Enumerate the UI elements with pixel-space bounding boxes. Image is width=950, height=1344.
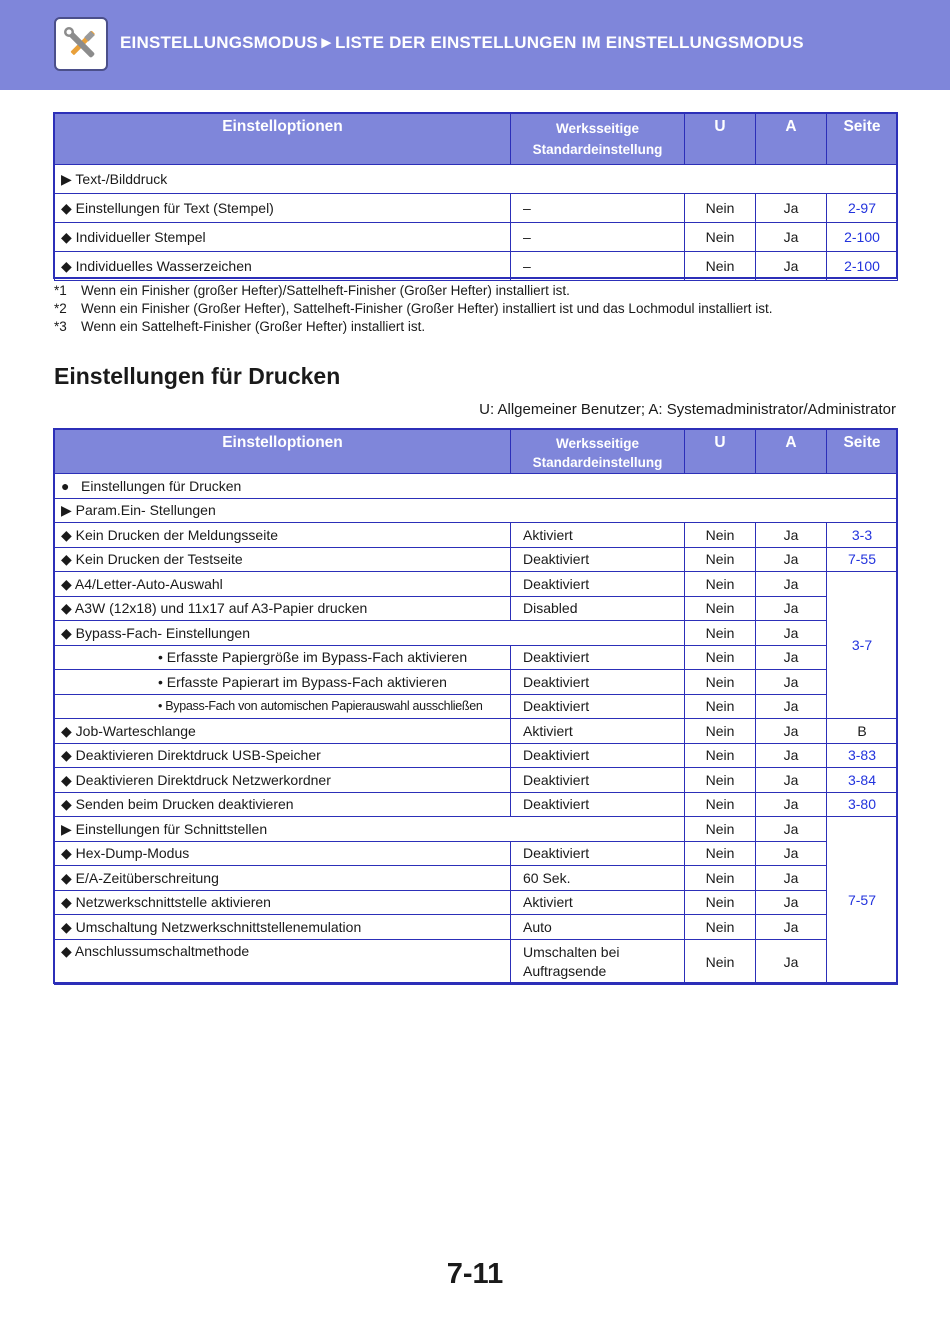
diamond-icon: ◆ bbox=[61, 551, 72, 568]
setting-label: Text-/Bilddruck bbox=[75, 171, 168, 187]
default-value: Auto bbox=[511, 915, 685, 940]
setting-label: Individueller Stempel bbox=[75, 229, 206, 245]
settings-table-1 bbox=[54, 113, 898, 281]
admin-access: Ja bbox=[756, 572, 827, 597]
default-value: Deaktiviert bbox=[511, 792, 685, 817]
footnote: *3 Wenn ein Sattelheft-Finisher (Großer Hefter) installiert ist. bbox=[54, 319, 426, 334]
default-value: – bbox=[511, 223, 685, 252]
diamond-icon: ◆ bbox=[61, 526, 72, 543]
table-row bbox=[55, 939, 898, 984]
footnote: *2 Wenn ein Finisher (Großer Hefter), Sattelheft-Finisher (Großer Hefter) installiert ist und das Lochmodul installiert ist. bbox=[54, 301, 773, 316]
setting-label: E/A-Zeitüberschreitung bbox=[75, 869, 219, 886]
table-row bbox=[55, 252, 898, 281]
admin-access: Ja bbox=[756, 694, 827, 719]
setting-label: Erfasste Papiergröße im Bypass-Fach aktivieren bbox=[166, 649, 468, 666]
setting-label: Kein Drucken der Meldungsseite bbox=[75, 526, 279, 543]
page-link[interactable]: 7-55 bbox=[827, 547, 898, 572]
col-header-page: Seite bbox=[827, 430, 898, 474]
table-row bbox=[55, 768, 898, 793]
table-row bbox=[55, 523, 898, 548]
user-access: Nein bbox=[685, 523, 756, 548]
setting-label: Deaktivieren Direktdruck Netzwerkordner bbox=[75, 771, 331, 788]
col-header-a: A bbox=[756, 430, 827, 474]
setting-label: Hex-Dump-Modus bbox=[75, 845, 190, 862]
setting-label: Bypass-Fach- Einstellungen bbox=[75, 624, 250, 641]
page-number: 7-11 bbox=[446, 1258, 504, 1290]
triangle-icon: ▶ bbox=[61, 820, 72, 837]
admin-access: Ja bbox=[756, 670, 827, 695]
col-header-option: Einstelloptionen bbox=[55, 114, 511, 165]
setting-label: Job-Warteschlange bbox=[75, 722, 196, 739]
admin-access: Ja bbox=[756, 890, 827, 915]
col-header-default: Werksseitige Standardeinstellung bbox=[511, 114, 685, 165]
page-header-title: EINSTELLUNGSMODUS►LISTE DER EINSTELLUNGEN IM EINSTELLUNGSMODUS bbox=[120, 33, 804, 52]
diamond-icon: ◆ bbox=[61, 722, 72, 739]
user-access: Nein bbox=[685, 694, 756, 719]
page-link[interactable]: 3-83 bbox=[827, 743, 898, 768]
default-value: Disabled bbox=[511, 596, 685, 621]
col-header-page: Seite bbox=[827, 114, 898, 165]
diamond-icon: ◆ bbox=[61, 918, 72, 935]
setting-label: Einstellungen für Text (Stempel) bbox=[75, 200, 274, 216]
admin-access: Ja bbox=[756, 743, 827, 768]
table-row bbox=[55, 743, 898, 768]
user-access: Nein bbox=[685, 866, 756, 891]
setting-label: Netzwerkschnittstelle aktivieren bbox=[75, 894, 271, 911]
access-legend: U: Allgemeiner Benutzer; A: Systemadministrator/Administrator bbox=[479, 401, 896, 418]
default-value: Aktiviert bbox=[511, 890, 685, 915]
setting-label: Deaktivieren Direktdruck USB-Speicher bbox=[75, 747, 321, 764]
page-link[interactable]: 3-80 bbox=[827, 792, 898, 817]
user-access: Nein bbox=[685, 841, 756, 866]
setting-label: Erfasste Papierart im Bypass-Fach aktivieren bbox=[166, 673, 447, 690]
table-row bbox=[55, 474, 898, 499]
setting-label: Param.Ein- Stellungen bbox=[75, 502, 216, 519]
table-row bbox=[55, 841, 898, 866]
page-link[interactable]: 3-3 bbox=[827, 523, 898, 548]
user-access: Nein bbox=[685, 719, 756, 744]
default-value: Deaktiviert bbox=[511, 768, 685, 793]
admin-access: Ja bbox=[756, 915, 827, 940]
user-access: Nein bbox=[685, 743, 756, 768]
small-bullet-icon: • bbox=[158, 699, 163, 714]
table-header-row bbox=[55, 114, 898, 165]
user-access: Nein bbox=[685, 890, 756, 915]
table-row bbox=[55, 890, 898, 915]
admin-access: Ja bbox=[756, 547, 827, 572]
tools-icon bbox=[54, 17, 108, 71]
bullet-icon: ● bbox=[61, 477, 70, 494]
col-header-u: U bbox=[685, 430, 756, 474]
admin-access: Ja bbox=[756, 252, 827, 281]
col-header-u: U bbox=[685, 114, 756, 165]
triangle-icon: ▶ bbox=[61, 171, 72, 187]
user-access: Nein bbox=[685, 621, 756, 646]
admin-access: Ja bbox=[756, 866, 827, 891]
admin-access: Ja bbox=[756, 621, 827, 646]
triangle-icon: ▶ bbox=[61, 502, 72, 519]
page-reference: B bbox=[827, 719, 898, 744]
user-access: Nein bbox=[685, 572, 756, 597]
default-value: Aktiviert bbox=[511, 719, 685, 744]
setting-label: Kein Drucken der Testseite bbox=[75, 551, 243, 568]
section-title: Einstellungen für Drucken bbox=[54, 363, 341, 389]
admin-access: Ja bbox=[756, 792, 827, 817]
diamond-icon: ◆ bbox=[61, 258, 72, 274]
settings-table-2 bbox=[54, 429, 898, 985]
table-row bbox=[55, 694, 898, 719]
page-link[interactable]: 2-100 bbox=[827, 223, 898, 252]
setting-label: A4/Letter-Auto-Auswahl bbox=[74, 575, 223, 592]
user-access: Nein bbox=[685, 817, 756, 842]
page-link[interactable]: 2-100 bbox=[827, 252, 898, 281]
diamond-icon: ◆ bbox=[61, 894, 72, 911]
page-link[interactable]: 3-7 bbox=[827, 572, 898, 719]
col-header-a: A bbox=[756, 114, 827, 165]
table-row bbox=[55, 719, 898, 744]
diamond-icon: ◆ bbox=[61, 624, 72, 641]
user-access: Nein bbox=[685, 768, 756, 793]
diamond-icon: ◆ bbox=[61, 747, 72, 764]
table-row bbox=[55, 596, 898, 621]
table-row bbox=[55, 498, 898, 523]
admin-access: Ja bbox=[756, 596, 827, 621]
setting-label: A3W (12x18) und 11x17 auf A3-Papier drucken bbox=[74, 600, 368, 617]
table-row bbox=[55, 572, 898, 597]
setting-label: Umschaltung Netzwerkschnittstellenemulation bbox=[75, 918, 362, 935]
diamond-icon: ◆ bbox=[61, 845, 72, 862]
user-access: Nein bbox=[685, 792, 756, 817]
default-value: Deaktiviert bbox=[511, 743, 685, 768]
default-value: Deaktiviert bbox=[511, 841, 685, 866]
admin-access: Ja bbox=[756, 841, 827, 866]
page-link[interactable]: 3-84 bbox=[827, 768, 898, 793]
user-access: Nein bbox=[685, 939, 756, 984]
col-header-option: Einstelloptionen bbox=[55, 430, 511, 474]
user-access: Nein bbox=[685, 547, 756, 572]
footnote: *1 Wenn ein Finisher (großer Hefter)/Sattelheft-Finisher (Großer Hefter) installiert ist. bbox=[54, 283, 570, 298]
user-access: Nein bbox=[685, 596, 756, 621]
admin-access: Ja bbox=[756, 768, 827, 793]
table-row bbox=[55, 866, 898, 891]
col-header-default: Werksseitige Standardeinstellung bbox=[511, 430, 685, 474]
user-access: Nein bbox=[685, 915, 756, 940]
user-access: Nein bbox=[685, 645, 756, 670]
setting-label: Anschlussumschaltmethode bbox=[74, 942, 250, 959]
user-access: Nein bbox=[685, 252, 756, 281]
default-value: Aktiviert bbox=[511, 523, 685, 548]
table-row bbox=[55, 915, 898, 940]
diamond-icon: ◆ bbox=[61, 942, 72, 959]
default-value: Umschalten bei Auftragsende bbox=[511, 939, 685, 984]
admin-access: Ja bbox=[756, 194, 827, 223]
default-value: – bbox=[511, 252, 685, 281]
page-link[interactable]: 2-97 bbox=[827, 194, 898, 223]
diamond-icon: ◆ bbox=[61, 229, 72, 245]
table-row bbox=[55, 792, 898, 817]
diamond-icon: ◆ bbox=[61, 575, 72, 592]
setting-label: Individuelles Wasserzeichen bbox=[75, 258, 252, 274]
user-access: Nein bbox=[685, 194, 756, 223]
default-value: Deaktiviert bbox=[511, 694, 685, 719]
small-bullet-icon: • bbox=[158, 673, 163, 690]
default-value: – bbox=[511, 194, 685, 223]
default-value: 60 Sek. bbox=[511, 866, 685, 891]
table-row bbox=[55, 223, 898, 252]
admin-access: Ja bbox=[756, 223, 827, 252]
diamond-icon: ◆ bbox=[61, 869, 72, 886]
default-value: Deaktiviert bbox=[511, 547, 685, 572]
table-row bbox=[55, 670, 898, 695]
admin-access: Ja bbox=[756, 719, 827, 744]
user-access: Nein bbox=[685, 670, 756, 695]
admin-access: Ja bbox=[756, 523, 827, 548]
table-row bbox=[55, 194, 898, 223]
default-value: Deaktiviert bbox=[511, 572, 685, 597]
default-value: Deaktiviert bbox=[511, 645, 685, 670]
user-access: Nein bbox=[685, 223, 756, 252]
diamond-icon: ◆ bbox=[61, 200, 72, 216]
page-link[interactable]: 7-57 bbox=[827, 817, 898, 985]
default-value: Deaktiviert bbox=[511, 670, 685, 695]
header-banner bbox=[0, 0, 950, 90]
table-row bbox=[55, 547, 898, 572]
admin-access: Ja bbox=[756, 645, 827, 670]
diamond-icon: ◆ bbox=[61, 796, 72, 813]
setting-label: Bypass-Fach von automischen Papierauswahl ausschließen bbox=[165, 699, 483, 714]
setting-label: Einstellungen für Schnittstellen bbox=[75, 820, 268, 837]
diamond-icon: ◆ bbox=[61, 600, 72, 617]
table-row bbox=[55, 817, 898, 842]
small-bullet-icon: • bbox=[158, 649, 163, 666]
admin-access: Ja bbox=[756, 939, 827, 984]
setting-label: Einstellungen für Drucken bbox=[81, 477, 242, 494]
setting-label: Senden beim Drucken deaktivieren bbox=[75, 796, 294, 813]
table-row bbox=[55, 645, 898, 670]
table-row bbox=[55, 165, 898, 194]
diamond-icon: ◆ bbox=[61, 771, 72, 788]
admin-access: Ja bbox=[756, 817, 827, 842]
table-row bbox=[55, 621, 898, 646]
table-header-row bbox=[55, 430, 898, 474]
